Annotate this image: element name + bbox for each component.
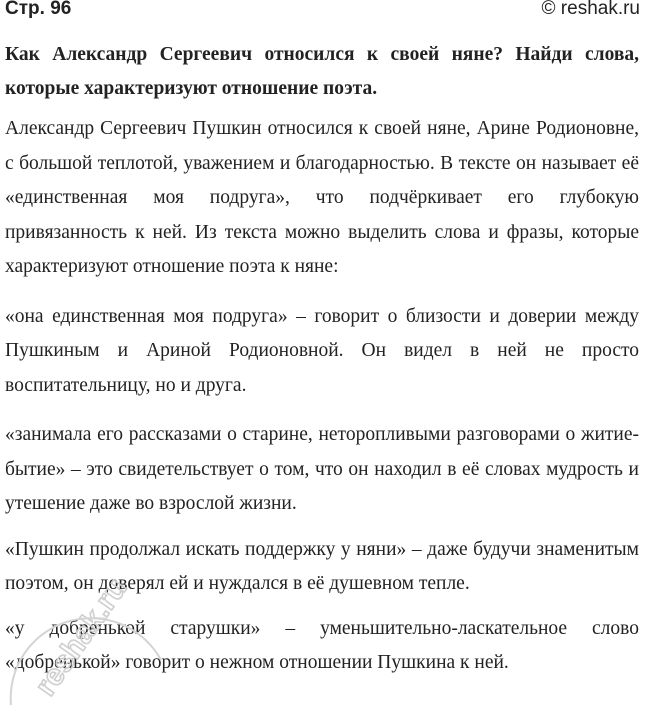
answer-paragraph-quote-2: «занимала его рассказами о старине, неторопливыми разговорами о житие-бытие» – это свидетельствует о том, что он находил в её словах мудрость и утешение даже во взрослой жизни. [5, 424, 639, 514]
page-header [0, 0, 646, 24]
answer-paragraph-intro: Александр Сергеевич Пушкин относился к своей няне, Арине Родионовне, с большой теплотой, уважением и благодарностью. В тексте он называет её «единственная моя подруга», что подчёркивает его глубокую привязанность к ней. Из текста можно выделить слова и фразы, которые характеризуют отношение поэта к няне: [5, 118, 639, 277]
answer-paragraph-quote-4: «у добренькой старушки» – уменьшительно-ласкательное слово «добренькой» говорит о нежном отношении Пушкина к ней. [5, 617, 639, 673]
site-copyright-label: © reshak.ru [541, 0, 640, 19]
answer-paragraph-quote-3: «Пушкин продолжал искать поддержку у няни» – даже будучи знаменитым поэтом, он доверял ей и нуждался в её душевном тепле. [5, 538, 639, 594]
question-text: Как Александр Сергеевич относился к своей няне? Найди слова, которые характеризуют отношение поэта. [5, 44, 639, 99]
page-number-label: Стр. 96 [5, 0, 72, 19]
watermark-text: reshak.ru [28, 572, 134, 702]
answer-paragraph-quote-1: «она единственная моя подруга» – говорит о близости и доверии между Пушкиным и Ариной Родионовной. Он видел в ней не просто воспитательницу, но и друга. [5, 305, 639, 396]
answer-content [5, 38, 639, 681]
